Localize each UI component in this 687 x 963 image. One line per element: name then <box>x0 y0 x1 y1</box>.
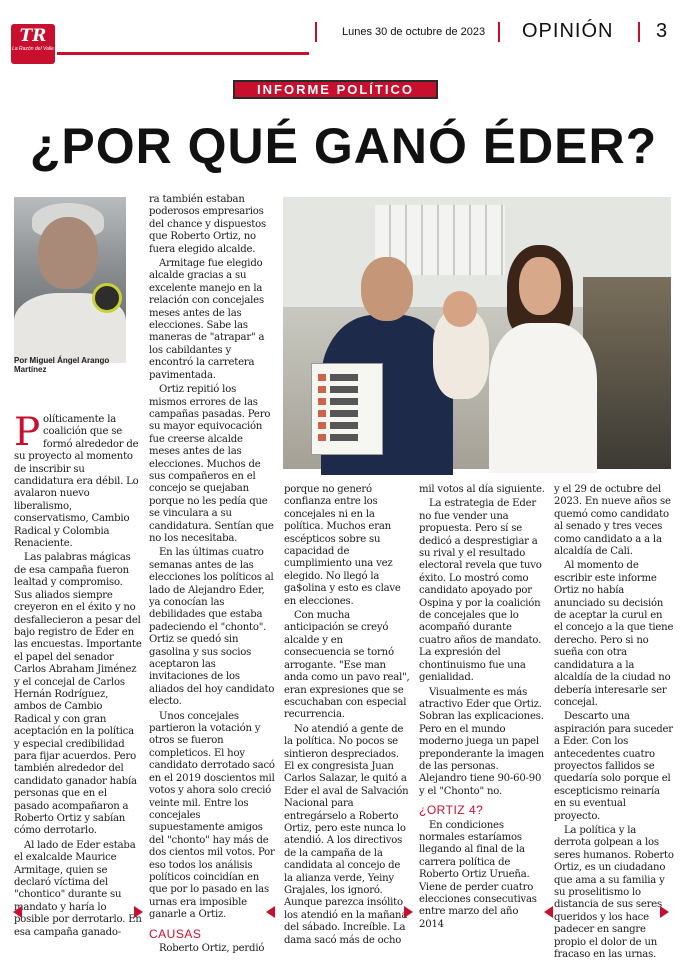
paragraph <box>14 410 142 550</box>
header-rule-left <box>57 52 309 55</box>
article-column-3 <box>284 484 410 949</box>
photo-man-head <box>361 257 413 321</box>
photo-woman-head <box>519 257 561 315</box>
paragraph: porque no generó confianza entre los concejales ni en la política. Muchos eran escépticos sobre su capacidad de cumplimiento una vez elegido. No llegó la ga$olina y esto es clave en elecciones. <box>284 484 401 607</box>
arrow-left-icon <box>266 906 275 918</box>
drop-cap: P <box>14 410 41 455</box>
ballot-row <box>318 374 378 381</box>
subheading-ortiz-4: ¿ORTIZ 4? <box>419 803 484 818</box>
paragraph: Con mucha anticipación se creyó alcalde y en consecuencia se tornó arrogante. "Ese man anda como un pavo real", eran expresiones que se escuchaban con especial recurrencia. <box>284 610 410 721</box>
paragraph: ra también estaban poderosos empresarios del chance y dispuestos que Roberto Ortiz, no fuera elegido alcalde. <box>149 194 266 255</box>
subheading-causas: CAUSAS <box>149 926 202 941</box>
paragraph: mil votos al día siguiente. <box>419 484 545 495</box>
section-name: OPINIÓN <box>522 20 614 42</box>
article-column-5 <box>554 484 674 963</box>
article-headline: ¿POR QUÉ GANÓ ÉDER? <box>29 118 658 174</box>
paragraph: La estrategia de Eder no fue vender una propuesta. Pero sí se dedicó a desprestigiar a su rival y el resultado electoral revela que tuvo éxito. Lo mostró como candidato apoyado por Ospina y por la coalición de concejales que lo acompañó durante cuatro años de mandato. La expresión del chontinuismo fue una genialidad. <box>419 498 542 684</box>
paragraph: Las palabras mágicas de esa campaña fueron lealtad y compromiso. Sus aliados siempre creyeron en el éxito y no desfallecieron a pesar del bajo registro de Eder en las encuestas. Importante el papel del senador Carlos Abraham Jiménez y el concejal de Carlos Hernán Rodríguez, ambos de Cambio Radical y con gran aceptación en la política y especial credibilidad para fijar acuerdos. Pero también alrededor del candidato ganador había personas que en el pasado acompañaron a Roberto Ortiz y sabían cómo derrotarlo. <box>14 552 142 837</box>
header-divider-1 <box>315 22 317 42</box>
paragraph: Armitage fue elegido alcalde gracias a su excelente manejo en la relación con concejales meses antes de las elecciones. Sabe las maneras de "atrapar" a los cabildantes y encontró la carretera pavimentada. <box>149 258 265 381</box>
paragraph: y el 29 de octubre del 2023. En nueve años se quemó como candidato al senado y tres veces como candidato a a la alcaldía de Cali. <box>554 484 671 558</box>
paragraph: Unos concejales partieron la votación y otros se fueron completicos. El hoy candidato derrotado sacó en el 2019 doscientos mil votos y ahora solo creció veinte mil. Entre los concejales supuestamente amigos del "chonto" hay más de dos cientos mil votos. Por eso todos los análisis políticos coincidían en que por lo pasado en las urnas era imposible ganarle a Ortiz. <box>149 710 275 921</box>
article-column-2 <box>149 194 275 957</box>
paragraph: Visualmente es más atractivo Eder que Ortiz. Sobran las explicaciones. Pero en el mundo moderno juega un papel preponderante la imagen de las personas. Alejandro tiene 90-60-90 y el "Chonto" no. <box>419 686 544 797</box>
paragraph: En condiciones normales estaríamos llegando al final de la carrera política de Roberto Ortiz Urueña. Viene de perder cuatro elecciones consecutivas entre marzo del año 2014 <box>419 819 537 930</box>
paragraph: Al momento de escribir este informe Ortiz no había anunciado su decisión de aceptar la curul en el concejo a la que tiene derecho. Pero si no sueña con otra candidatura a la alcaldía de la ciudad no debería interesarle ser concejal. <box>554 560 674 708</box>
arrow-right-icon <box>134 906 143 918</box>
ballot-row <box>318 410 378 417</box>
author-face <box>38 217 98 289</box>
author-photo <box>14 197 126 351</box>
page-number: 3 <box>656 20 668 42</box>
paragraph: En las últimas cuatro semanas antes de las elecciones los políticos al lado de Alejandro Eder, ya conocían las debilidades que estaba padeciendo el "chonto". Ortiz se quedó sin gasolina y sus socios aceptaron las invitaciones de los aliados del hoy candidato electo. <box>149 547 275 708</box>
main-photo <box>283 197 671 469</box>
ballot-row <box>318 386 378 393</box>
ballot-row <box>318 434 378 441</box>
photo-child <box>433 309 489 399</box>
paragraph: La política y la derrota golpean a los seres humanos. Roberto Ortiz, es un ciudadano que ama a su familia y su proselitismo lo distancia de sus seres queridos y los hace padecer en sangre propio el dolor de un fracaso en las urnas. <box>554 824 674 961</box>
header-divider-2 <box>498 22 500 42</box>
issue-date: Lunes 30 de octubre de 2023 <box>342 26 486 38</box>
logo-mark: TR <box>19 26 47 46</box>
microphone-icon <box>92 283 122 313</box>
ballot-row <box>318 398 378 405</box>
arrow-right-icon <box>404 906 413 918</box>
arrow-right-icon <box>660 906 669 918</box>
newspaper-logo <box>11 24 55 64</box>
photo-woman <box>483 245 603 469</box>
arrow-left-icon <box>544 906 553 918</box>
paragraph: No atendió a gente de la política. No pocos se sintieron despreciados. El ex congresista Juan Carlos Salazar, le quitó a Eder el aval de Salvación Nacional para entregárselo a Roberto Ortiz, pero este nunca lo atendió. A los directivos de la campaña de la candidata al concejo de la alianza verde, Yeiny Grajales, los ignoró. Aunque parezca insólito los atendió en la mañana del sábado. Increíble. La dama sacó más de ocho <box>284 723 409 946</box>
photo-ballot <box>311 363 383 455</box>
article-column-1 <box>14 410 142 941</box>
author-caption: Por Miguel Ángel Arango Martínez <box>14 356 110 374</box>
logo-subtitle: La Razón del Valle <box>12 46 54 52</box>
paragraph: Roberto Ortiz, perdió <box>159 942 265 954</box>
article-column-4 <box>419 484 545 933</box>
photo-woman-dress <box>489 323 597 473</box>
paragraph: Descarto una aspiración para suceder a Eder. Con los antecedentes cuatro proyectos fallidos se quedaría solo porque el escepticismo reinaría en su eventual proyecto. <box>554 711 673 822</box>
arrow-left-icon <box>13 906 22 918</box>
paragraph: Ortiz repitió los mismos errores de las campañas pasadas. Pero su mayor equivocación fue creerse alcalde meses antes de las elecciones. Muchos de sus compañeros en el concejo se quejaban porque no les pedía que se vinculara a su candidatura. Sentían que no los necesitaba. <box>149 384 274 544</box>
paragraph: Al lado de Eder estaba el exalcalde Maurice Armitage, quien se declaró víctima del "chontico" durante su mandato y haría lo posible por derrotarlo. En esa campaña ganado- <box>14 839 142 938</box>
article-kicker: INFORME POLÍTICO <box>233 80 438 99</box>
photo-child-head <box>443 291 477 327</box>
paragraph-text: olíticamente la coalición que se formó alrededor de su proyecto al momento de inscribir su candidatura era débil. Lo avalaron nuevo liberalismo, conservatismo, Cambio Radical y Colombia Renaciente. <box>14 414 139 550</box>
header-divider-3 <box>638 22 640 42</box>
ballot-row <box>318 422 378 429</box>
